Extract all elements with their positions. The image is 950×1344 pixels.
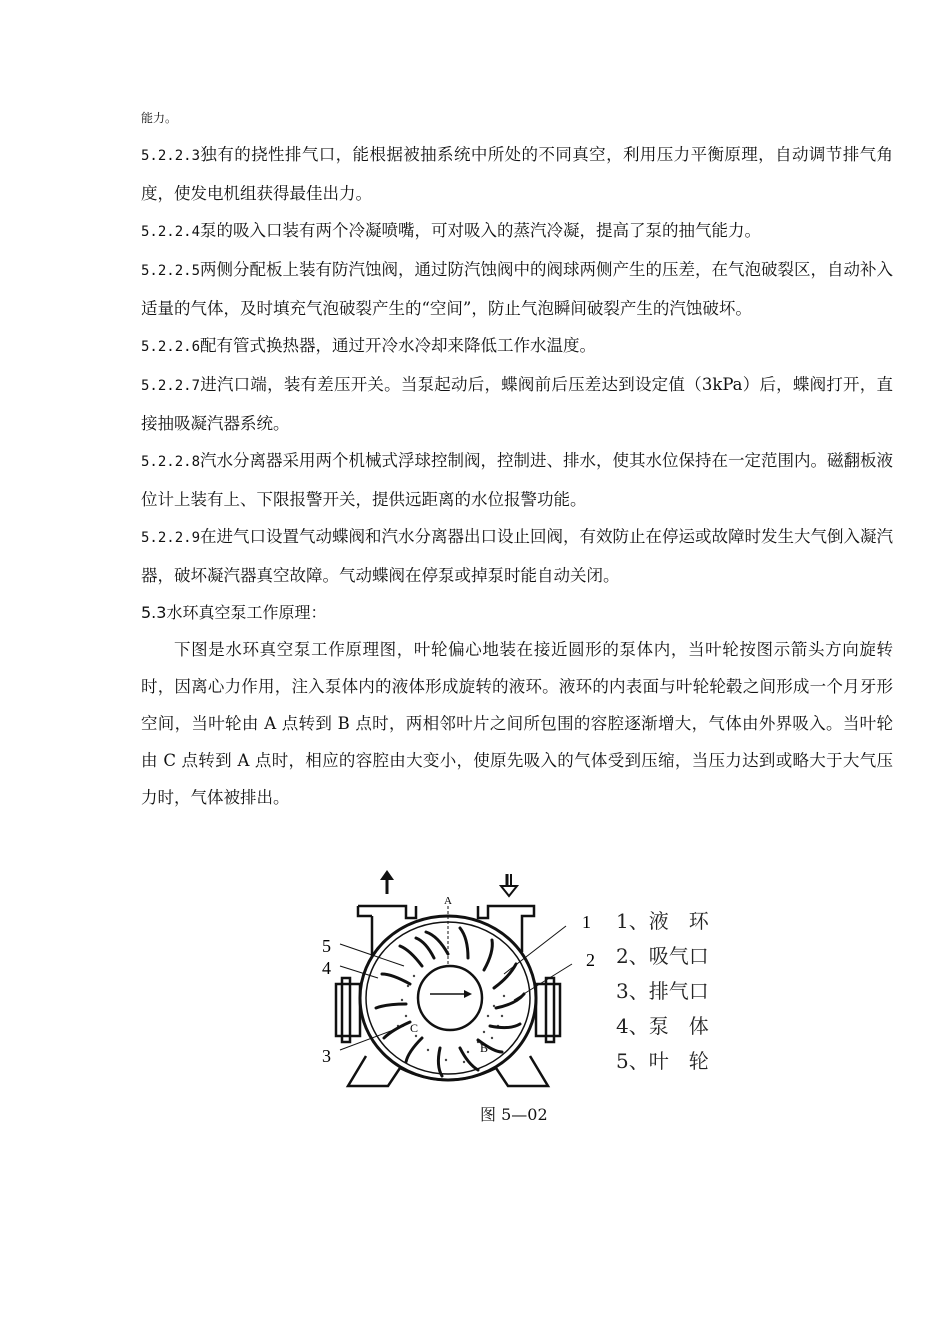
item-5-2-2-6 xyxy=(141,327,893,366)
item-5-2-2-8 xyxy=(141,442,893,518)
item-number: 5.2.2.6 xyxy=(141,339,201,355)
item-number: 5.2.2.5 xyxy=(141,263,201,279)
legend-item: 1、液 环 xyxy=(616,909,709,933)
item-number: 5.2.2.9 xyxy=(141,530,201,546)
callout-3: 3 xyxy=(322,1046,331,1066)
legend-item: 2、吸气口 xyxy=(616,944,709,968)
item-5-2-2-4 xyxy=(141,212,893,251)
figure-legend xyxy=(616,904,746,1079)
pump-diagram xyxy=(318,866,608,1101)
point-c-label: C xyxy=(410,1021,419,1035)
item-number: 5.2.2.8 xyxy=(141,454,201,470)
legend-item: 4、泵 体 xyxy=(616,1014,709,1038)
left-flange xyxy=(336,984,360,1036)
section-number: 5.3 xyxy=(141,603,167,622)
item-text: 泵的吸入口装有两个冷凝喷嘴，可对吸入的蒸汽冷凝，提高了泵的抽气能力。 xyxy=(200,221,762,240)
item-5-2-2-9 xyxy=(141,518,893,594)
point-a-label: A xyxy=(444,895,452,907)
section-heading xyxy=(141,594,893,631)
item-5-2-2-7 xyxy=(141,366,893,442)
item-5-2-2-5 xyxy=(141,251,893,327)
item-text: 汽水分离器采用两个机械式浮球控制阀，控制进、排水，使其水位保持在一定范围内。磁翻板液位计上装有上、下限报警开关，提供远距离的水位报警功能。 xyxy=(141,451,894,509)
body-text xyxy=(141,136,893,816)
point-b-label: B xyxy=(480,1041,489,1055)
legend-item: 5、叶 轮 xyxy=(616,1049,709,1073)
impeller-hub xyxy=(418,966,482,1030)
item-text: 进汽口端，装有差压开关。当泵起动后，蝶阀前后压差达到设定值（3kPa）后，蝶阀打开，直接抽吸凝汽器系统。 xyxy=(141,375,893,433)
pump-figure xyxy=(318,866,738,1128)
item-text: 独有的挠性排气口，能根据被抽系统中所处的不同真空，利用压力平衡原理，自动调节排气角度，使发电机组获得最佳出力。 xyxy=(141,145,893,203)
item-number: 5.2.2.4 xyxy=(141,224,201,240)
right-flange xyxy=(536,984,560,1036)
callout-1: 1 xyxy=(582,912,591,932)
continued-fragment: 能力。 xyxy=(141,111,178,125)
intro-paragraph: 下图是水环真空泵工作原理图，叶轮偏心地装在接近圆形的泵体内，当叶轮按图示箭头方向旋转时，因离心力作用，注入泵体内的液体形成旋转的液环。液环的内表面与叶轮轮毂之间形成一个月牙形空间，当叶轮由 A 点转到 B 点时，两相邻叶片之间所包围的容腔逐渐增大，气体由外界吸入。当叶轮由 C 点转到 A 点时，相应的容腔由大变小，使原先吸入的气体受到压缩，当压力达到或略大于大气压力时，气体被排出。 xyxy=(141,640,893,807)
callout-5: 5 xyxy=(322,936,331,956)
legend-item: 3、排气口 xyxy=(616,979,709,1003)
callout-2: 2 xyxy=(586,950,595,970)
section-title: 水环真空泵工作原理： xyxy=(166,603,327,622)
suction-arrow-icon xyxy=(501,874,517,896)
item-text: 在进气口设置气动蝶阀和汽水分离器出口设止回阀，有效防止在停运或故障时发生大气倒入凝汽器，破坏凝汽器真空故障。气动蝶阀在停泵或掉泵时能自动关闭。 xyxy=(141,527,894,585)
item-number: 5.2.2.3 xyxy=(141,148,201,164)
item-5-2-2-3 xyxy=(141,136,893,212)
item-text: 两侧分配板上装有防汽蚀阀，通过防汽蚀阀中的阀球两侧产生的压差，在气泡破裂区，自动补入适量的气体，及时填充气泡破裂产生的“空间”，防止气泡瞬间破裂产生的汽蚀破坏。 xyxy=(141,260,894,318)
figure-caption: 图 5—02 xyxy=(480,1105,548,1124)
callout-4: 4 xyxy=(322,958,331,978)
item-text: 配有管式换热器，通过开冷水冷却来降低工作水温度。 xyxy=(200,336,597,355)
exhaust-arrow-icon xyxy=(380,870,394,894)
item-number: 5.2.2.7 xyxy=(141,378,201,394)
